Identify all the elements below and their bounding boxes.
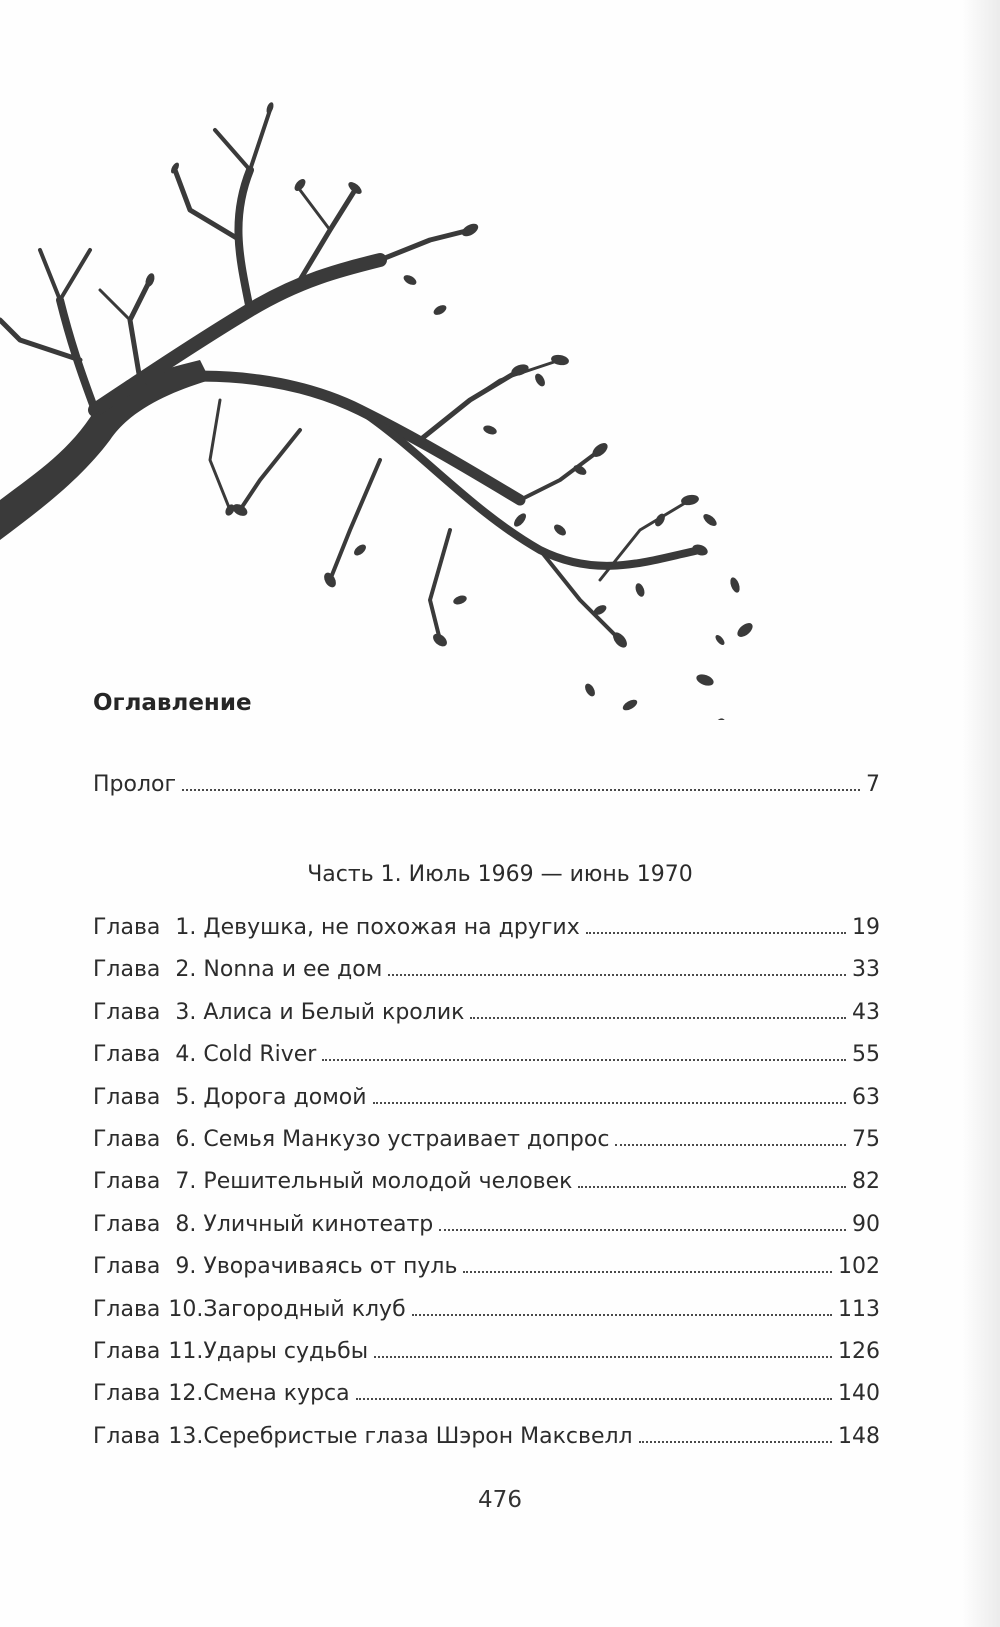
toc-entry-chapter[interactable]	[93, 1252, 880, 1282]
chapter-page: 43	[852, 999, 880, 1025]
chapter-page: 148	[838, 1423, 880, 1449]
chapter-title: Решительный молодой человек	[203, 1169, 573, 1195]
chapter-title: Смена курса	[203, 1381, 350, 1407]
chapter-word: Глава	[93, 1169, 161, 1195]
chapter-title: Cold River	[203, 1042, 317, 1068]
chapter-page: 82	[852, 1169, 880, 1195]
chapter-word: Глава	[93, 1381, 161, 1407]
chapter-number: 7.	[175, 1169, 197, 1195]
toc-entry-chapter[interactable]	[93, 1167, 880, 1197]
chapter-word: Глава	[93, 915, 161, 940]
part-heading: Часть 1. Июль 1969 — июнь 1970	[307, 862, 693, 887]
toc-entry-title: Пролог	[93, 772, 177, 797]
toc-entry-chapter[interactable]	[93, 1083, 880, 1113]
chapter-number: 6.	[175, 1127, 197, 1152]
chapter-word: Глава	[93, 1127, 161, 1152]
chapter-page: 63	[852, 1084, 880, 1110]
toc-entry-page: 7	[866, 772, 880, 797]
chapter-word: Глава	[93, 957, 161, 983]
chapter-word: Глава	[93, 1042, 161, 1068]
chapter-title: Девушка, не похожая на других	[203, 915, 580, 940]
toc-entry-chapter[interactable]	[93, 1422, 880, 1452]
chapter-word: Глава	[93, 1339, 161, 1364]
dot-leader	[439, 1229, 846, 1231]
chapter-number: 8.	[175, 1211, 197, 1237]
chapter-number: 10.	[168, 1296, 204, 1322]
page-number: 476	[478, 1487, 522, 1513]
toc-entry-chapter[interactable]	[93, 955, 880, 985]
chapter-page: 113	[838, 1296, 880, 1322]
dot-leader	[322, 1059, 846, 1061]
toc-entry-prologue[interactable]	[93, 770, 880, 800]
page-edge-shadow	[962, 0, 1000, 1627]
dot-leader	[586, 932, 846, 934]
chapter-number: 12.	[168, 1381, 204, 1407]
toc-entry-chapter[interactable]	[93, 1125, 880, 1155]
toc-entry-chapter[interactable]	[93, 998, 880, 1028]
chapter-number: 11.	[168, 1339, 204, 1364]
dot-leader	[578, 1186, 846, 1188]
chapter-word: Глава	[93, 1423, 161, 1449]
chapter-number: 1.	[175, 915, 197, 940]
chapter-page: 90	[852, 1211, 880, 1237]
chapter-title: Nonna и ее дом	[203, 957, 383, 983]
dot-leader	[182, 789, 860, 791]
chapter-word: Глава	[93, 1211, 161, 1237]
toc-entry-chapter[interactable]	[93, 1337, 880, 1367]
toc-entry-chapter[interactable]	[93, 1379, 880, 1409]
chapter-word: Глава	[93, 1254, 161, 1280]
chapter-number: 5.	[175, 1084, 197, 1110]
chapter-page: 126	[838, 1339, 880, 1364]
chapter-title: Серебристые глаза Шэрон Максвелл	[203, 1423, 633, 1449]
chapter-title: Уличный кинотеатр	[203, 1211, 434, 1237]
chapter-number: 13.	[168, 1423, 204, 1449]
chapter-title: Уворачиваясь от пуль	[203, 1254, 458, 1280]
chapter-number: 4.	[175, 1042, 197, 1068]
chapter-word: Глава	[93, 1296, 161, 1322]
chapter-word: Глава	[93, 1084, 161, 1110]
chapter-title: Алиса и Белый кролик	[203, 999, 465, 1025]
dot-leader	[412, 1314, 832, 1316]
chapter-page: 55	[852, 1042, 880, 1068]
chapter-number: 2.	[175, 957, 197, 983]
chapter-page: 140	[838, 1381, 880, 1407]
chapter-number: 9.	[175, 1254, 197, 1280]
dot-leader	[470, 1017, 846, 1019]
chapter-number: 3.	[175, 999, 197, 1025]
tree-branch-illustration	[0, 80, 770, 720]
chapter-title: Семья Манкузо устраивает допрос	[203, 1127, 610, 1152]
toc-entry-chapter[interactable]	[93, 1295, 880, 1325]
dot-leader	[374, 1356, 832, 1358]
dot-leader	[373, 1102, 846, 1104]
chapter-page: 19	[852, 915, 880, 940]
chapter-page: 102	[838, 1254, 880, 1280]
dot-leader	[615, 1144, 846, 1146]
chapter-page: 75	[852, 1127, 880, 1152]
chapter-title: Удары судьбы	[203, 1339, 369, 1364]
chapter-page: 33	[852, 957, 880, 983]
dot-leader	[356, 1398, 832, 1400]
dot-leader	[388, 974, 846, 976]
toc-heading: Оглавление	[93, 690, 252, 716]
chapter-title: Загородный клуб	[203, 1296, 406, 1322]
dot-leader	[463, 1271, 832, 1273]
chapter-title: Дорога домой	[203, 1084, 367, 1110]
chapter-word: Глава	[93, 999, 161, 1025]
toc-entry-chapter[interactable]	[93, 1040, 880, 1070]
toc-entry-chapter[interactable]	[93, 913, 880, 943]
dot-leader	[639, 1441, 832, 1443]
toc-entry-chapter[interactable]	[93, 1210, 880, 1240]
